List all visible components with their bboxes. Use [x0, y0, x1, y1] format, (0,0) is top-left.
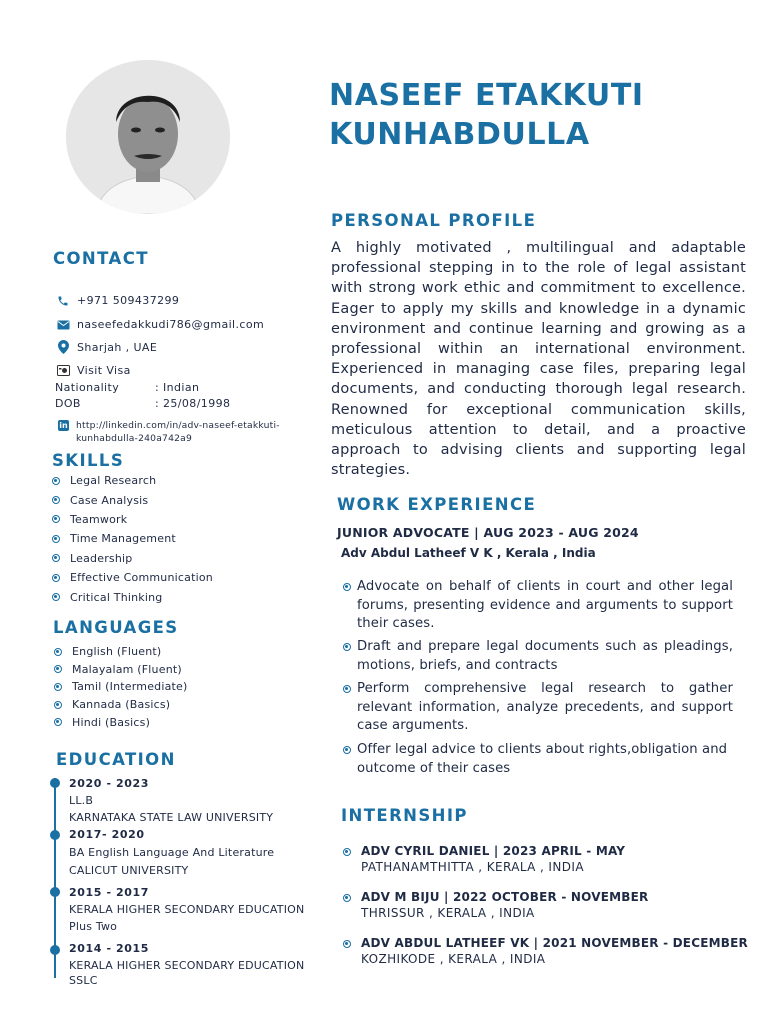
- education-institution: CALICUT UNIVERSITY: [69, 864, 189, 877]
- contact-heading: CONTACT: [53, 249, 149, 268]
- duty-text: Perform comprehensive legal research to gather relevant information, analyze precedents, and support case arguments.: [357, 681, 733, 734]
- bullet-icon: [343, 848, 351, 856]
- timeline-dot: [50, 778, 60, 788]
- duty-text: Offer legal advice to clients about rights,obligation and outcome of their cases: [357, 742, 728, 776]
- bullet-icon: [52, 477, 60, 485]
- bullet-icon: [343, 894, 351, 902]
- skill-label: Effective Communication: [70, 571, 213, 585]
- duty-text: Draft and prepare legal documents such as pleadings, motions, briefs, and contracts: [357, 639, 733, 673]
- profile-photo: [66, 60, 230, 214]
- skill-label: Leadership: [70, 551, 133, 565]
- education-degree: Plus Two: [69, 920, 118, 933]
- internship-heading: INTERNSHIP: [341, 806, 468, 825]
- language-label: Kannada (Basics): [72, 698, 171, 712]
- duty-text: Advocate on behalf of clients in court and other legal forums, presenting evidence and arguments to support their cases.: [357, 579, 733, 632]
- bullet-icon: [54, 683, 62, 691]
- bullet-icon: [343, 685, 351, 693]
- skills-list: [52, 471, 213, 607]
- dob-value: : 25/08/1998: [155, 397, 231, 410]
- dob-label: DOB: [55, 397, 81, 410]
- location-row: [55, 340, 157, 354]
- bullet-icon: [54, 665, 62, 673]
- dob-row: [55, 397, 230, 410]
- email-row[interactable]: [55, 318, 264, 331]
- candidate-name: [329, 76, 644, 154]
- list-item: [54, 643, 188, 661]
- work-heading: WORK EXPERIENCE: [337, 495, 537, 514]
- internship-entry: [343, 844, 625, 874]
- internship-location: KOZHIKODE , KERALA , INDIA: [361, 952, 546, 966]
- bullet-icon: [54, 718, 62, 726]
- education-degree: SSLC: [69, 974, 98, 987]
- skill-label: Case Analysis: [70, 493, 149, 507]
- linkedin-url[interactable]: [76, 419, 280, 445]
- list-item: [52, 490, 213, 509]
- skill-label: Time Management: [70, 532, 176, 546]
- bullet-icon: [52, 535, 60, 543]
- education-entry: [69, 775, 273, 826]
- bullet-icon: [343, 643, 351, 651]
- name-line-2: KUNHABDULLA: [329, 117, 590, 152]
- name-line-1: NASEEF ETAKKUTI: [329, 78, 644, 113]
- education-years: 2017- 2020: [69, 828, 145, 841]
- bullet-icon: [343, 746, 351, 754]
- education-years: 2015 - 2017: [69, 886, 150, 899]
- linkedin-url-line-2: kunhabdulla-240a742a9: [76, 433, 193, 444]
- timeline-dot: [50, 887, 60, 897]
- list-item: [54, 713, 188, 731]
- list-item: [52, 510, 213, 529]
- passport-icon: [55, 365, 71, 376]
- nationality-value: : Indian: [155, 381, 200, 394]
- bullet-icon: [52, 593, 60, 601]
- phone-icon: [55, 295, 71, 307]
- skills-heading: SKILLS: [52, 451, 125, 470]
- internship-title: ADV ABDUL LATHEEF VK | 2021 NOVEMBER - DECEMBER: [361, 936, 748, 950]
- bullet-icon: [52, 515, 60, 523]
- language-label: Hindi (Basics): [72, 715, 151, 729]
- linkedin-icon: in: [59, 421, 68, 430]
- bullet-icon: [54, 648, 62, 656]
- list-item: [343, 638, 733, 675]
- bullet-icon: [343, 940, 351, 948]
- bullet-icon: [343, 583, 351, 591]
- languages-list: [54, 643, 188, 731]
- language-label: Tamil (Intermediate): [72, 680, 188, 694]
- job-employer: Adv Abdul Latheef V K , Kerala , India: [341, 546, 596, 560]
- location-pin-icon: [55, 340, 71, 354]
- list-item: [52, 471, 213, 490]
- nationality-row: [55, 381, 199, 394]
- linkedin-url-line-1: http://linkedin.com/in/adv-naseef-etakkuti-: [76, 420, 280, 431]
- internship-entry: [343, 890, 648, 920]
- nationality-label: Nationality: [55, 381, 120, 394]
- skill-label: Legal Research: [70, 474, 157, 488]
- bullet-icon: [52, 554, 60, 562]
- list-item: [343, 741, 736, 778]
- education-institution: KERALA HIGHER SECONDARY EDUCATION: [69, 959, 305, 972]
- profile-text: A highly motivated , multilingual and adaptable professional stepping in to the role of legal assistant with strong work ethic and commitment to excellence. Eager to apply my skills and knowledge in a dynamic environment and continue learning and growing as a professional within an international environment. Experienced in managing case files, preparing legal documents, and conducting thorough legal research. Renowned for exceptional communication skills, meticulous attention to detail, and a proactive approach to advising clients and supporting legal strategies.: [331, 240, 746, 479]
- bullet-icon: [52, 496, 60, 504]
- phone-row[interactable]: [55, 294, 179, 307]
- timeline-dot: [50, 830, 60, 840]
- education-institution: KARNATAKA STATE LAW UNIVERSITY: [69, 811, 274, 824]
- internship-title: ADV CYRIL DANIEL | 2023 APRIL - MAY: [361, 844, 626, 858]
- list-item: [54, 678, 188, 696]
- visa-status: Visit Visa: [77, 364, 131, 377]
- list-item: [52, 529, 213, 548]
- list-item: [52, 587, 213, 606]
- profile-heading: PERSONAL PROFILE: [331, 211, 537, 230]
- languages-heading: LANGUAGES: [53, 618, 179, 637]
- list-item: [54, 696, 188, 714]
- education-degree: BA English Language And Literature: [69, 846, 275, 859]
- visa-row: [55, 364, 131, 377]
- internship-location: PATHANAMTHITTA , KERALA , INDIA: [361, 860, 584, 874]
- skill-label: Teamwork: [70, 512, 128, 526]
- email-address: naseefedakkudi786@gmail.com: [77, 318, 265, 331]
- education-institution: KERALA HIGHER SECONDARY EDUCATION: [69, 903, 305, 916]
- bullet-icon: [54, 701, 62, 709]
- list-item: [52, 568, 213, 587]
- education-degree: LL.B: [69, 794, 94, 807]
- bullet-icon: [52, 574, 60, 582]
- education-years: 2020 - 2023: [69, 777, 150, 790]
- email-icon: [55, 320, 71, 330]
- language-label: Malayalam (Fluent): [72, 662, 182, 676]
- timeline-dot: [50, 945, 60, 955]
- location-text: Sharjah , UAE: [77, 340, 158, 354]
- internship-location: THRISSUR , KERALA , INDIA: [361, 906, 535, 920]
- list-item: [54, 661, 188, 679]
- education-entry: [69, 884, 304, 935]
- language-label: English (Fluent): [72, 645, 162, 659]
- education-entry: [69, 941, 304, 988]
- internship-entry: [343, 936, 748, 966]
- job-title: JUNIOR ADVOCATE | AUG 2023 - AUG 2024: [337, 525, 639, 540]
- list-item: [52, 549, 213, 568]
- list-item: [343, 578, 733, 634]
- education-years: 2014 - 2015: [69, 942, 150, 955]
- person-portrait-icon: [66, 60, 230, 214]
- phone-number: +971 509437299: [77, 294, 180, 307]
- education-entry: [69, 826, 274, 880]
- linkedin-row[interactable]: [58, 419, 280, 445]
- internship-title: ADV M BIJU | 2022 OCTOBER - NOVEMBER: [361, 890, 649, 904]
- list-item: [343, 680, 733, 736]
- education-heading: EDUCATION: [56, 750, 176, 769]
- skill-label: Critical Thinking: [70, 590, 163, 604]
